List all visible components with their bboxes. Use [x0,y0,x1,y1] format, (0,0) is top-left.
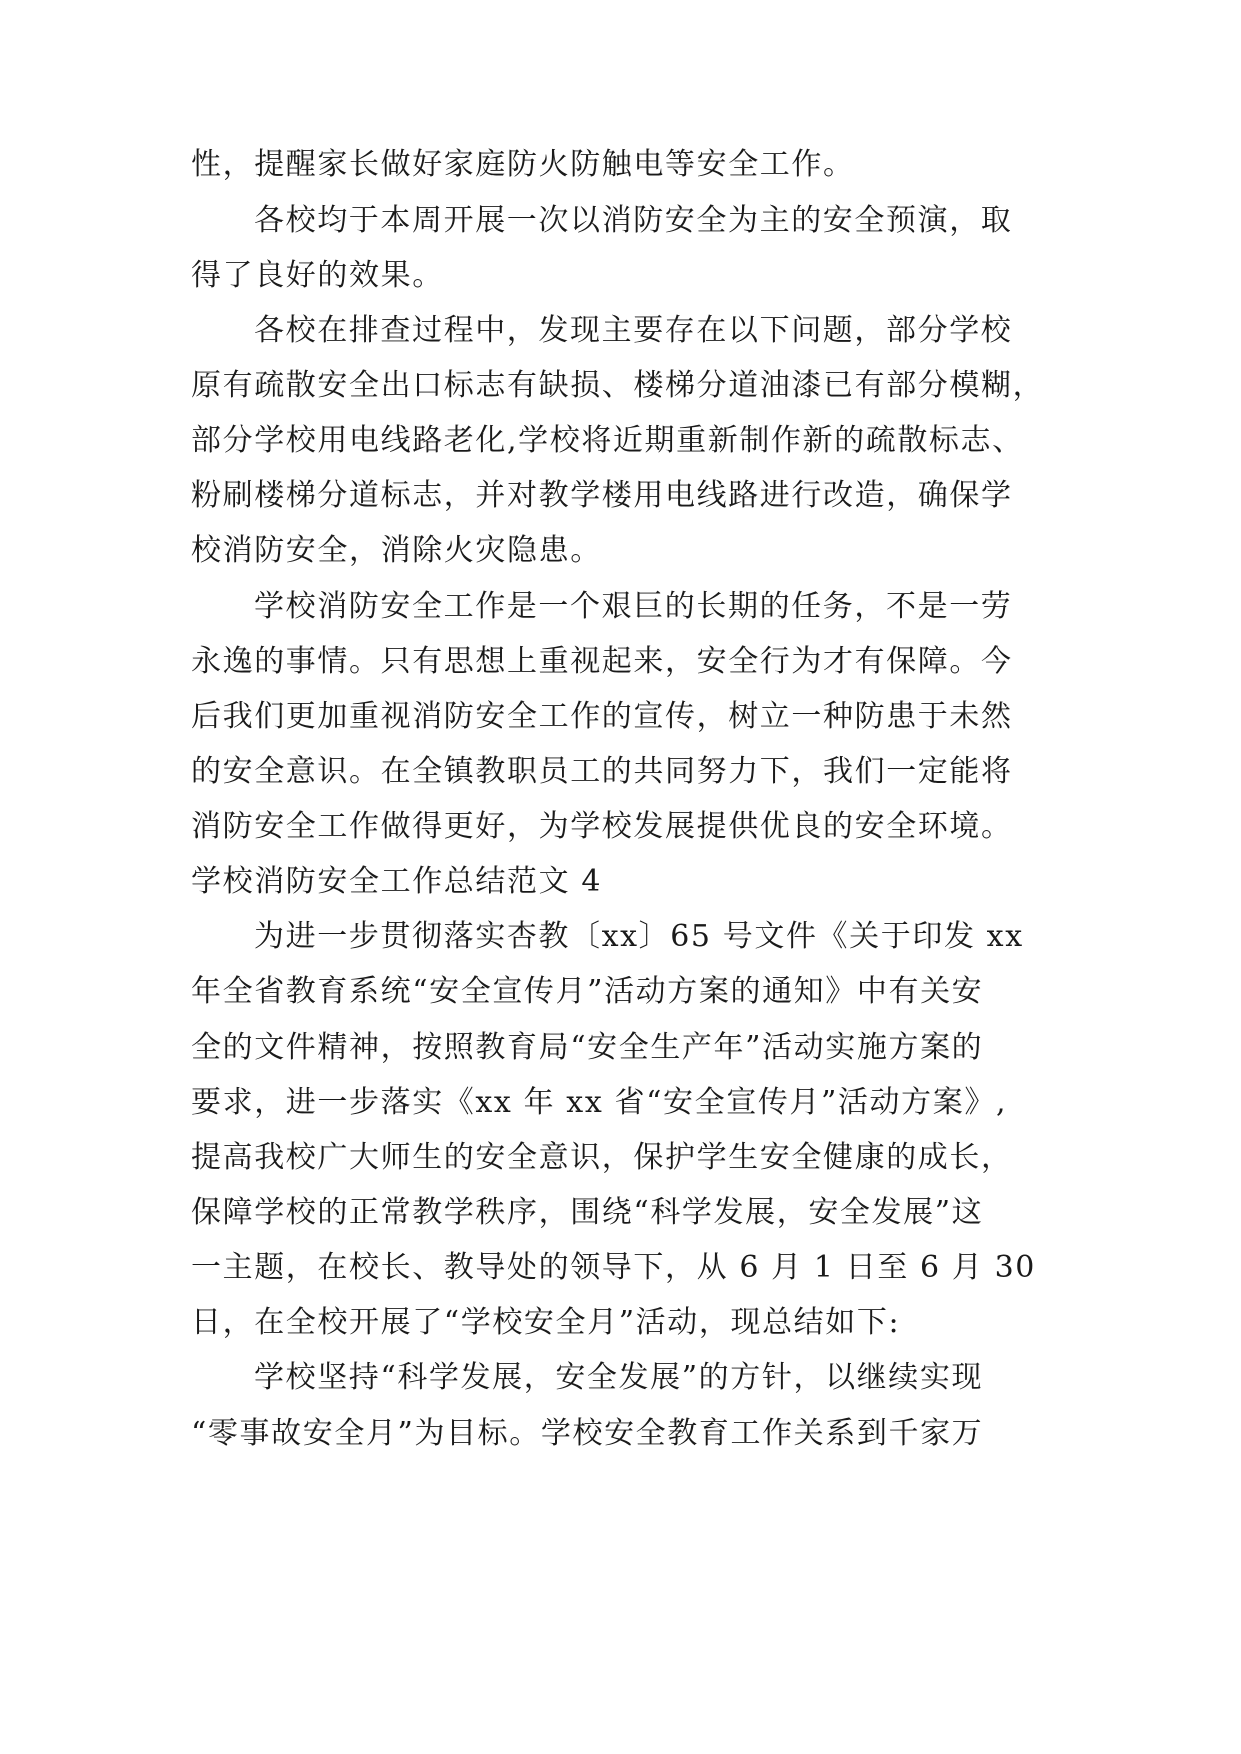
text-line: 消防安全工作做得更好，为学校发展提供优良的安全环境。 [191,809,1013,844]
text-line: 后我们更加重视消防安全工作的宣传，树立一种防患于未然 [191,699,1013,734]
text-line: 年全省教育系统“安全宣传月”活动方案的通知》中有关安 [191,974,984,1009]
text-line: 原有疏散安全出口标志有缺损、楼梯分道油漆已有部分模糊， [191,368,1045,403]
text-line: 的安全意识。在全镇教职员工的共同努力下，我们一定能将 [191,754,1013,789]
text-line: “零事故安全月”为目标。学校安全教育工作关系到千家万 [191,1416,984,1451]
text-line: 校消防安全，消除火灾隐患。 [191,533,602,568]
text-line: 性，提醒家长做好家庭防火防触电等安全工作。 [191,147,855,182]
text-line: 永逸的事情。只有思想上重视起来，安全行为才有保障。今 [191,644,1013,679]
text-line: 得了良好的效果。 [191,258,444,293]
paragraph-start-line: 学校坚持“科学发展，安全发展”的方针，以继续实现 [254,1360,984,1395]
text-line: 日，在全校开展了“学校安全月”活动，现总结如下: [191,1305,901,1340]
section-heading: 学校消防安全工作总结范文 4 [191,864,603,899]
text-line: 保障学校的正常教学秩序，围绕“科学发展，安全发展”这 [191,1195,984,1230]
text-line: 提高我校广大师生的安全意识，保护学生安全健康的成长， [191,1140,1013,1175]
text-line: 粉刷楼梯分道标志，并对教学楼用电线路进行改造，确保学 [191,478,1013,513]
paragraph-start-line: 学校消防安全工作是一个艰巨的长期的任务，不是一劳 [254,589,1013,624]
text-line: 一主题，在校长、教导处的领导下，从 6 月 1 日至 6 月 30 [191,1250,1036,1285]
paragraph-start-line: 各校均于本周开展一次以消防安全为主的安全预演，取 [254,203,1013,238]
text-line: 全的文件精神，按照教育局“安全生产年”活动实施方案的 [191,1030,984,1065]
paragraph-start-line: 为进一步贯彻落实杏教〔xx〕65 号文件《关于印发 xx [254,919,1024,954]
text-line: 要求，进一步落实《xx 年 xx 省“安全宣传月”活动方案》, [191,1085,1008,1120]
text-line: 部分学校用电线路老化,学校将近期重新制作新的疏散标志、 [191,423,1024,458]
paragraph-start-line: 各校在排查过程中，发现主要存在以下问题，部分学校 [254,313,1013,348]
